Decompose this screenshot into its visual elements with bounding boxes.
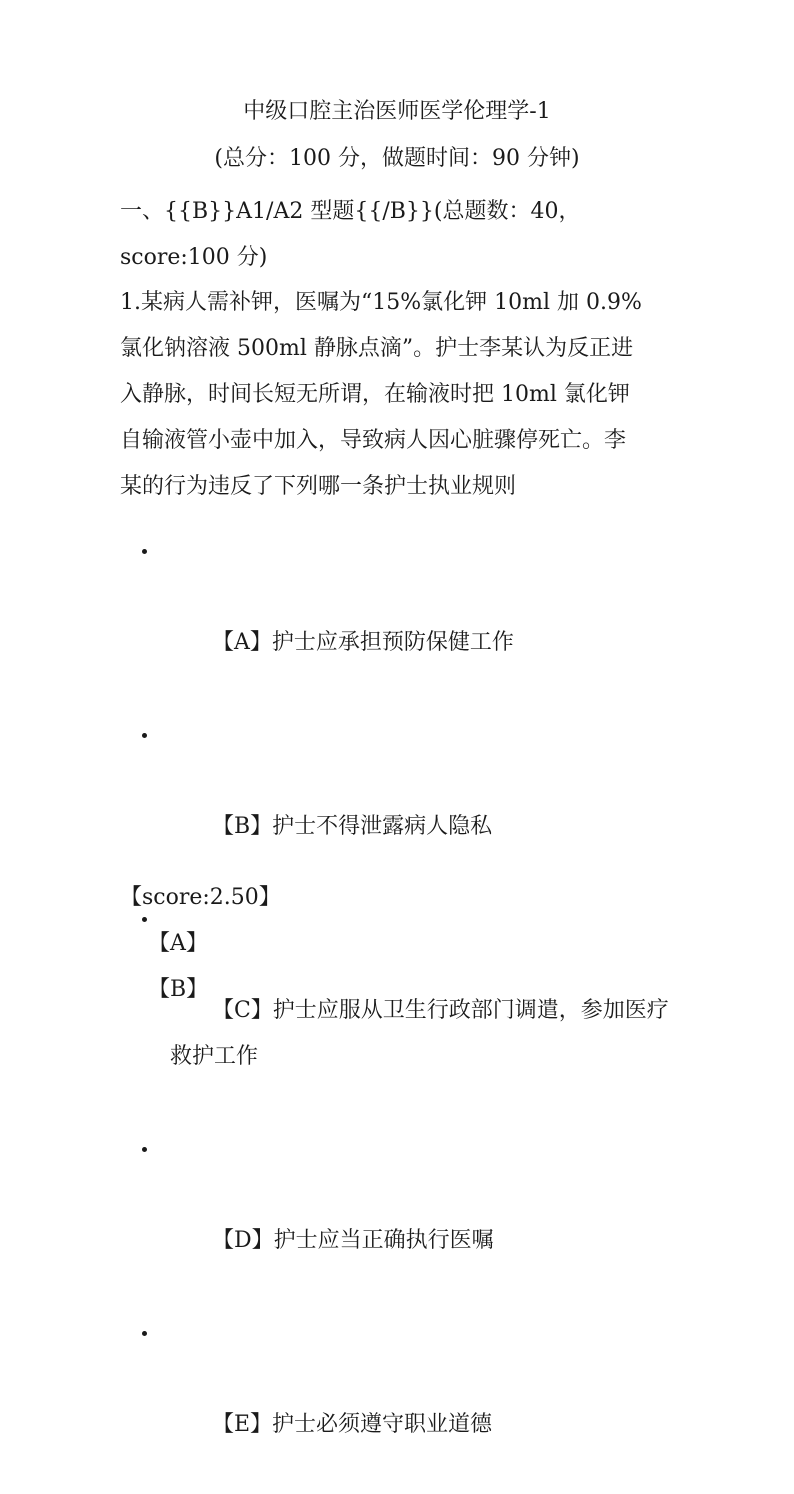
option-text: 【A】护士应承担预防保健工作 [211,630,514,655]
option-list [140,528,700,1494]
answer-line: 【A】 [148,931,208,956]
section-heading: 一、{{B}}A1/A2 型题{{/B}}(总题数：40， score:100 分) [120,199,581,270]
document-subtitle: (总分：100 分，做题时间：90 分钟) [214,146,580,171]
bullet-icon [142,1147,147,1152]
question-stem: 1.某病人需补钾，医嘱为“15%氯化钾 10ml 加 0.9% 氯化钠溶液 500ml 静脉点滴”。护士李某认为反正进 入静脉，时间长短无所谓，在输液时把 10ml 氯化钾 自输液管小壶中加入，导致病人因心脏骤停死亡。李 某的行为违反了下列哪一条护士执业规则 [120,290,642,499]
bullet-icon [142,733,147,738]
option-e [140,1310,700,1494]
option-d [140,1126,700,1310]
option-b [140,712,700,896]
bullet-icon [142,1331,147,1336]
option-text: 【C】护士应服从卫生行政部门调遣，参加医疗 救护工作 [170,998,669,1069]
option-text: 【E】护士必须遵守职业道德 [211,1412,493,1437]
answer-line: 【B】 [148,977,209,1002]
option-text: 【B】护士不得泄露病人隐私 [211,814,493,839]
bullet-icon [142,549,147,554]
option-c [140,896,700,1126]
document-title: 中级口腔主治医师医学伦理学-1 [243,99,551,124]
option-text: 【D】护士应当正确执行医嘱 [211,1228,494,1253]
option-a [140,528,700,712]
question-score: 【score:2.50】 [120,885,281,910]
